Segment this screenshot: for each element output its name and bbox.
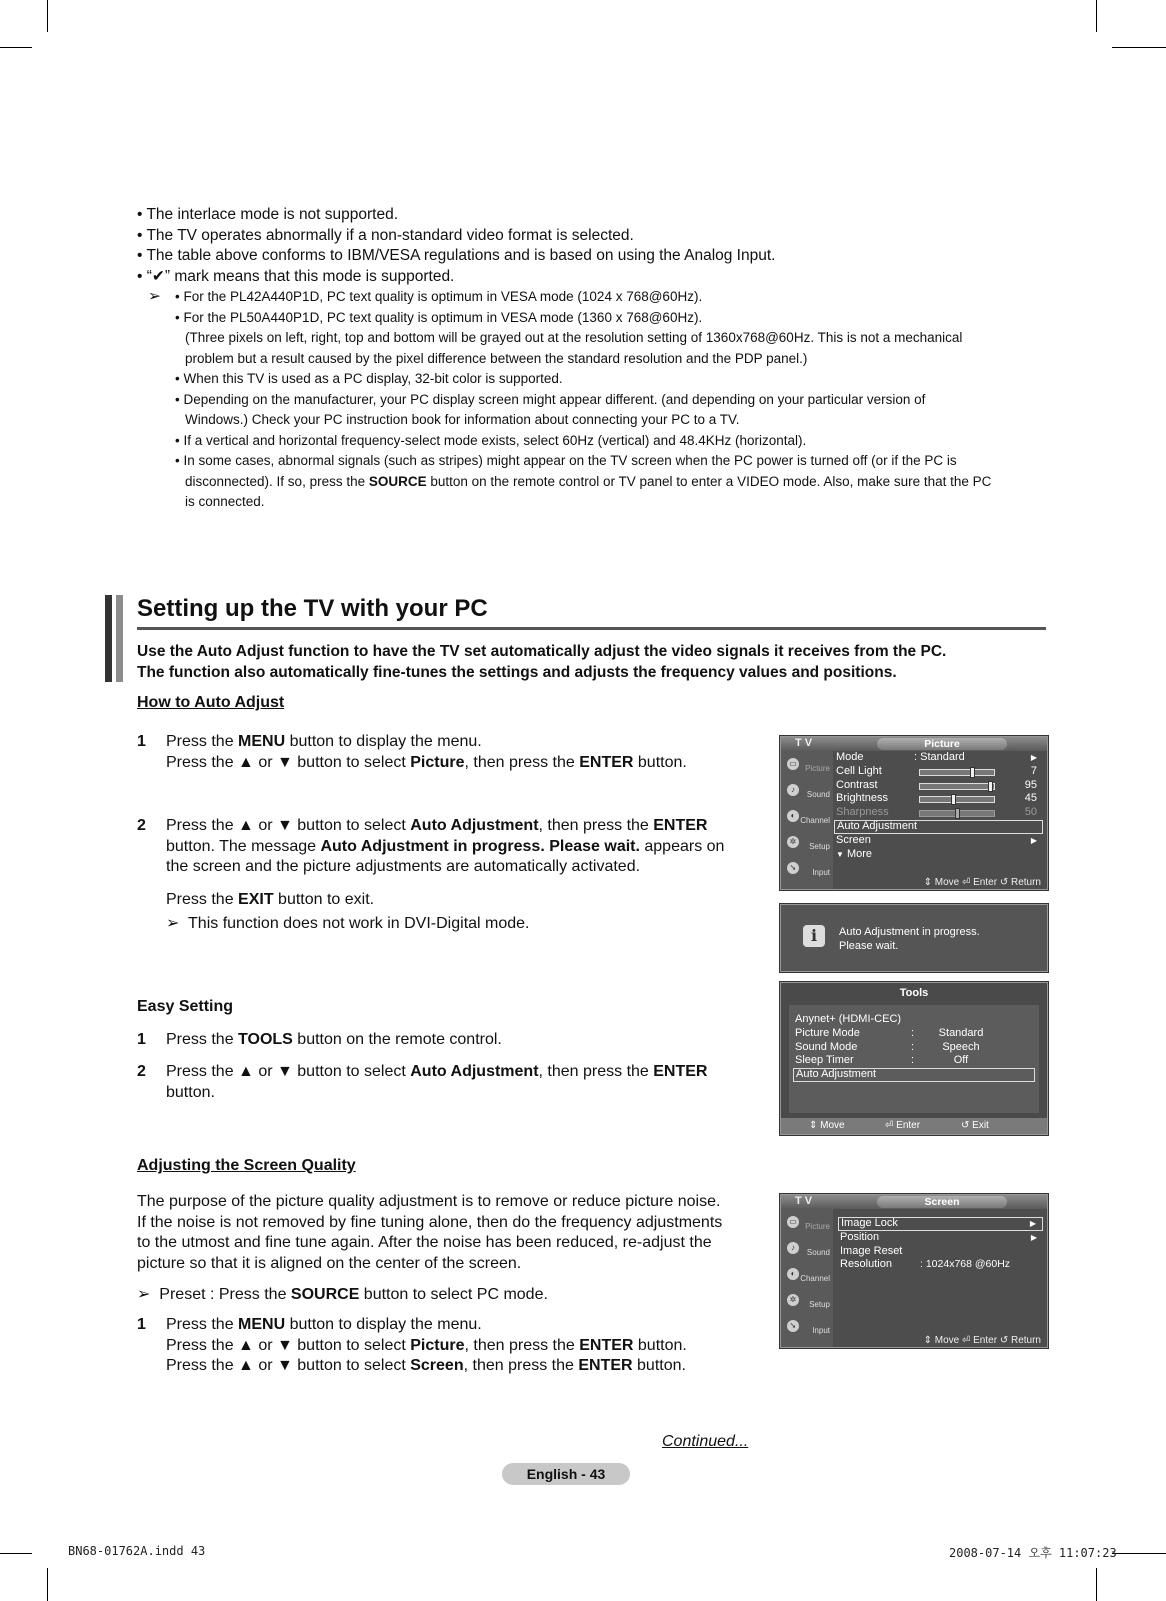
sub-note: • Depending on the manufacturer, your PC display screen might appear different. (and depending on your particular version of [175, 391, 926, 407]
t: ENTER [579, 753, 634, 771]
item-label: Anynet+ (HDMI-CEC) [795, 1013, 902, 1025]
step-line [166, 1356, 757, 1377]
t: Picture [410, 1336, 465, 1354]
t: , then press the [538, 1063, 654, 1080]
item-label: Sound Mode [795, 1040, 858, 1053]
t: Press the [166, 890, 239, 908]
tools-list [795, 1013, 1035, 1082]
side-label: Picture [805, 1222, 830, 1231]
section-title: Setting up the TV with your PC [137, 595, 488, 622]
picture-icon: ▭ [787, 1216, 799, 1228]
osd-side-picture[interactable] [781, 1213, 833, 1239]
t: ENTER [579, 1336, 634, 1354]
menu-item-auto-adjustment[interactable] [834, 820, 1043, 834]
item-value: Off [953, 1054, 969, 1067]
crop-mark [1096, 1568, 1097, 1601]
menu-item-position[interactable] [840, 1231, 1043, 1245]
crop-mark [47, 1568, 48, 1601]
t: EXIT [238, 890, 274, 908]
item-sep: : [911, 1040, 915, 1053]
intro-line: The function also automatically fine-tunes the settings and adjusts the frequency values and positions. [137, 663, 897, 681]
section-bar [105, 595, 112, 682]
crop-mark [1112, 47, 1166, 48]
t: Auto Adjustment [410, 817, 539, 834]
note-text: SOURCE [368, 473, 427, 489]
auto-step-1 [137, 732, 757, 773]
slider-track [919, 810, 995, 817]
slider-knob [951, 794, 956, 805]
quality-paragraph [137, 1192, 757, 1306]
sub-note: • If a vertical and horizontal frequency-select mode exists, select 60Hz (vertical) and 48.4KHz (horizontal). [175, 432, 807, 448]
t: This function does not work in DVI-Digital mode. [188, 915, 530, 932]
date-slug: 2008-07-14 오후 11:07:23 [949, 1546, 1117, 1560]
osd-tools-menu [780, 982, 1048, 1135]
check-icon: ✔ [151, 267, 165, 285]
note-line [137, 267, 1057, 288]
t: button to exit. [273, 890, 375, 908]
item-value: Standard [938, 1026, 984, 1039]
t: Press the [166, 1316, 239, 1333]
t: Press the ▲ or ▼ button to select [166, 817, 411, 834]
t: , then press the [463, 1357, 579, 1374]
menu-item-contrast[interactable] [836, 779, 1043, 793]
t: MENU [238, 1316, 286, 1333]
item-label: More [846, 847, 873, 860]
item-label: Position [840, 1230, 880, 1243]
side-label: Channel [800, 816, 830, 825]
item-label: Cell Light [836, 764, 882, 777]
side-label: Input [812, 868, 830, 877]
sub-note: problem but a result caused by the pixel difference between the standard resolution and the PDP panel.) [185, 350, 808, 366]
enter-hint: ⏎ Enter [885, 1120, 921, 1131]
item-label: Resolution [840, 1258, 892, 1271]
move-hint: ⇕ Move [809, 1120, 845, 1131]
item-value: : Standard [914, 751, 965, 763]
tools-item-picture-mode[interactable] [795, 1027, 1035, 1041]
step-line [166, 816, 757, 837]
para-line: If the noise is not removed by fine tuning alone, then do the frequency adjustments [137, 1213, 723, 1231]
osd-tv-label: T V [795, 737, 813, 749]
t: button on the remote control. [292, 1031, 502, 1048]
menu-item-screen[interactable] [836, 834, 1043, 848]
item-label: Auto Adjustment [796, 1068, 877, 1081]
progress-line: Please wait. [839, 940, 899, 952]
arrow-icon: ➢ [166, 915, 180, 932]
osd-tv-label: T V [795, 1195, 813, 1207]
osd-title: Tools [899, 987, 929, 999]
note-text: disconnected). If so, press the [185, 473, 369, 489]
menu-item-image-lock[interactable] [838, 1217, 1043, 1231]
step-number: 1 [137, 733, 146, 750]
note-line: • The table above conforms to IBM/VESA regulations and is based on using the Analog Input. [137, 247, 776, 264]
item-label: Picture Mode [795, 1026, 860, 1039]
t: Press the [166, 733, 239, 750]
osd-side-setup[interactable] [781, 833, 833, 859]
t: button. [633, 1336, 687, 1354]
arrow-icon: ➢ [148, 288, 161, 305]
t: ENTER [653, 817, 708, 834]
osd-footer: ⇕ Move ⏎ Enter ↺ Return [923, 877, 1041, 888]
play-icon: ▶ [1030, 753, 1037, 762]
side-label: Sound [806, 1248, 830, 1257]
item-value: Speech [942, 1040, 980, 1053]
step-line [166, 1062, 757, 1083]
arrow-icon: ➢ [137, 1286, 151, 1303]
sub-note: • In some cases, abnormal signals (such as stripes) might appear on the TV screen when the PC power is turned off (or if the PC is [175, 453, 957, 468]
osd-side-sound[interactable] [781, 781, 833, 807]
sub-note: Windows.) Check your PC instruction book for information about connecting your PC to a TV. [185, 412, 740, 427]
step-line: the screen and the picture adjustments are automatically activated. [166, 858, 641, 875]
menu-item-brightness[interactable] [836, 792, 1043, 806]
step-number: 1 [137, 1316, 146, 1333]
item-label: Image Lock [841, 1217, 898, 1229]
t: button. The message [166, 837, 321, 855]
t: Press the [166, 1031, 239, 1048]
easy-step-2 [137, 1062, 757, 1103]
menu-item-mode[interactable] [836, 751, 1043, 765]
item-value: 95 [1024, 778, 1037, 791]
sound-icon: ♪ [787, 784, 799, 796]
tools-footer [781, 1118, 1047, 1134]
side-label: Sound [806, 790, 830, 799]
notes-block [137, 205, 1057, 513]
file-slug: BN68-01762A.indd 43 [68, 1544, 206, 1558]
tools-item-sleep-timer[interactable] [795, 1054, 1035, 1068]
t: ENTER [578, 1357, 633, 1374]
t: Press the ▲ or ▼ button to select [166, 1336, 411, 1354]
osd-title: Screen [877, 1196, 1007, 1208]
channel-icon: ◐ [787, 810, 799, 822]
osd-screen-menu [780, 1194, 1048, 1348]
sub-note: (Three pixels on left, right, top and bottom will be grayed out at the resolution setting of 1360x768@60Hz. This is not a mechanical [185, 330, 963, 345]
osd-footer: ⇕ Move ⏎ Enter ↺ Return [923, 1335, 1041, 1346]
item-label: Brightness [836, 792, 888, 805]
play-icon: ▶ [1030, 1232, 1037, 1242]
osd-side-setup[interactable] [781, 1291, 833, 1317]
para-line: to the utmost and fine tune again. After the noise has been reduced, re-adjust the [137, 1234, 712, 1251]
item-label: Image Reset [840, 1244, 903, 1257]
t: Press the ▲ or ▼ button to select [166, 1357, 411, 1374]
step-line [166, 1336, 757, 1357]
tools-item-auto-adjustment[interactable] [793, 1068, 1035, 1082]
side-label: Setup [809, 1300, 830, 1309]
step-number: 2 [137, 1063, 146, 1080]
item-label: Auto Adjustment [837, 819, 918, 832]
item-value: 45 [1024, 792, 1037, 805]
crop-mark [0, 47, 32, 48]
quality-step-1 [137, 1315, 757, 1377]
info-icon: i [803, 925, 825, 947]
step-line: button. [166, 1083, 215, 1101]
t: button to select PC mode. [359, 1286, 548, 1303]
preset-note [137, 1285, 757, 1306]
menu-item-image-reset[interactable] [840, 1245, 1043, 1259]
item-value: : 1024x768 @60Hz [920, 1258, 1011, 1271]
side-label: Setup [809, 842, 830, 851]
section-intro [137, 642, 1046, 683]
tools-item-anynet[interactable] [795, 1013, 1035, 1027]
osd-picture-menu [780, 736, 1048, 890]
play-icon: ▶ [1029, 1219, 1036, 1228]
menu-item-sharpness[interactable] [836, 806, 1043, 820]
t: button. [632, 1357, 686, 1374]
picture-icon: ▭ [787, 758, 799, 770]
play-icon: ▶ [1030, 835, 1037, 845]
auto-step-2 [137, 816, 757, 935]
progress-line: Auto Adjustment in progress. [839, 926, 980, 938]
note-line: • The interlace mode is not supported. [137, 206, 399, 223]
osd-sidebar [781, 751, 833, 889]
step-line [166, 890, 757, 911]
t: ENTER [653, 1063, 708, 1080]
t: , then press the [464, 753, 580, 771]
heading-screen-quality: Adjusting the Screen Quality [137, 1157, 356, 1174]
osd-menu-list [840, 1217, 1043, 1272]
step-note [166, 914, 757, 935]
side-label: Channel [800, 1274, 830, 1283]
menu-item-more[interactable] [836, 848, 1043, 862]
slider-knob [955, 808, 960, 819]
menu-item-resolution [840, 1258, 1043, 1272]
step-line [166, 1030, 757, 1051]
t: Press the ▲ or ▼ button to select [166, 1063, 411, 1080]
chevron-down-icon: ▼ [836, 849, 844, 859]
para-line: picture so that it is aligned on the center of the screen. [137, 1254, 522, 1272]
crop-mark [1096, 0, 1097, 32]
t: Picture [410, 753, 465, 771]
step-line [166, 837, 757, 858]
slider-track [919, 796, 995, 803]
input-icon: ➘ [787, 1320, 799, 1332]
gear-icon: ✲ [787, 1294, 799, 1306]
item-label: Mode [836, 751, 864, 763]
t: TOOLS [238, 1031, 293, 1048]
t: Auto Adjustment [410, 1063, 539, 1080]
slider-track [919, 769, 995, 776]
t: MENU [238, 733, 286, 750]
t: button to display the menu. [285, 1316, 482, 1333]
t: , then press the [464, 1336, 580, 1354]
t: Auto Adjustment in progress. Please wait. [320, 837, 640, 855]
item-value: 50 [1024, 806, 1037, 819]
step-line [166, 1315, 757, 1336]
section-bar [116, 595, 123, 682]
t: Press the ▲ or ▼ button to select [166, 753, 411, 771]
osd-title: Picture [877, 738, 1007, 750]
note-line: • The TV operates abnormally if a non-standard video format is selected. [137, 226, 634, 244]
t: button. [633, 753, 687, 771]
step-line [166, 753, 757, 774]
t: button to display the menu. [285, 733, 482, 750]
step-line [166, 732, 757, 753]
osd-side-sound[interactable] [781, 1239, 833, 1265]
para-line: The purpose of the picture quality adjustment is to remove or reduce picture noise. [137, 1193, 721, 1210]
page-number: English - 43 [502, 1463, 630, 1485]
side-label: Picture [805, 764, 830, 773]
slider-knob [970, 767, 975, 778]
channel-icon: ◐ [787, 1268, 799, 1280]
crop-mark [47, 0, 48, 32]
sub-note: • When this TV is used as a PC display, 32-bit color is supported. [175, 371, 563, 386]
t: Screen [410, 1357, 464, 1374]
sub-note: • For the PL50A440P1D, PC text quality is optimum in VESA mode (1360 x 768@60Hz). [175, 309, 703, 325]
slider-knob [988, 781, 993, 792]
item-label: Sharpness [836, 806, 889, 819]
exit-hint: ↺ Exit [961, 1120, 989, 1131]
tools-item-sound-mode[interactable] [795, 1041, 1035, 1055]
note-text: • “ [137, 267, 152, 285]
osd-menu-list [836, 751, 1043, 861]
osd-progress-message [780, 904, 1048, 972]
item-label: Screen [836, 833, 871, 846]
t: Preset : Press the [159, 1286, 291, 1303]
step-number: 2 [137, 817, 146, 834]
note-text: ” mark means that this mode is supported. [164, 267, 455, 285]
item-value: 7 [1030, 764, 1037, 777]
osd-side-input[interactable] [781, 859, 833, 885]
osd-side-channel[interactable] [781, 807, 833, 833]
heading-easy-setting: Easy Setting [137, 998, 234, 1015]
intro-line: Use the Auto Adjust function to have the TV set automatically adjust the video signals it receives from the PC. [137, 643, 947, 660]
section-rule [137, 627, 1046, 630]
side-label: Input [812, 1326, 830, 1335]
sub-note [137, 472, 1057, 493]
gear-icon: ✲ [787, 836, 799, 848]
osd-sidebar [781, 1209, 833, 1347]
easy-step-1 [137, 1030, 757, 1051]
progress-text [839, 925, 980, 953]
sound-icon: ♪ [787, 1242, 799, 1254]
sub-note: is connected. [185, 494, 265, 509]
item-sep: : [911, 1026, 915, 1039]
continued-label: Continued... [662, 1433, 749, 1450]
menu-item-cell-light[interactable] [836, 765, 1043, 779]
osd-side-picture[interactable] [781, 755, 833, 781]
step-number: 1 [137, 1031, 146, 1048]
heading-auto-adjust: How to Auto Adjust [137, 694, 285, 711]
crop-mark [1112, 1553, 1166, 1554]
item-sep: : [911, 1054, 915, 1067]
item-label: Contrast [836, 778, 878, 791]
t: appears on [639, 837, 725, 855]
osd-side-input[interactable] [781, 1317, 833, 1343]
slider-track [919, 783, 995, 790]
crop-mark [0, 1553, 32, 1554]
sub-note: • For the PL42A440P1D, PC text quality is optimum in VESA mode (1024 x 768@60Hz). [175, 289, 703, 304]
t: , then press the [538, 817, 654, 834]
item-label: Sleep Timer [795, 1054, 854, 1067]
t: SOURCE [290, 1286, 360, 1303]
input-icon: ➘ [787, 862, 799, 874]
osd-side-channel[interactable] [781, 1265, 833, 1291]
note-text: button on the remote control or TV panel to enter a VIDEO mode. Also, make sure that the PC [426, 473, 992, 489]
